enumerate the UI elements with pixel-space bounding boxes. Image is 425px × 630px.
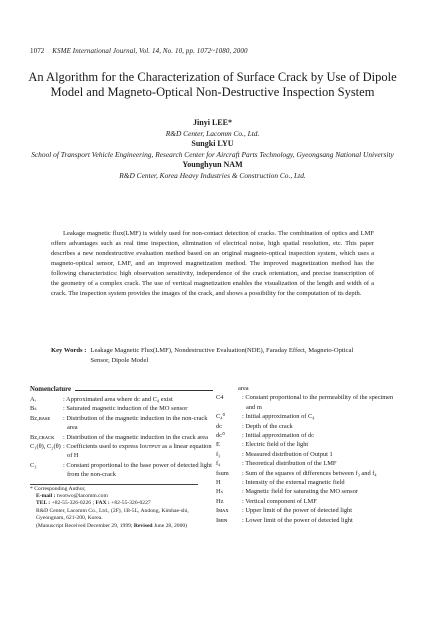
definition: : Saturated magnetic induction of the MO sensor bbox=[63, 405, 188, 413]
definition: : Theoretical distribution of the LMF bbox=[242, 460, 337, 468]
revised-date: June 28, 2000) bbox=[153, 522, 188, 529]
symbol: f₃ bbox=[216, 450, 221, 458]
symbol: C₃ bbox=[30, 461, 37, 469]
nomenclature-entry bbox=[216, 412, 396, 421]
tel-label: TEL : bbox=[36, 500, 51, 507]
definition: : Distribution of the magnetic induction in the crack area bbox=[63, 433, 208, 441]
nomenclature-right-column bbox=[216, 384, 396, 525]
definition: : Electric field of the light bbox=[242, 441, 309, 449]
symbol: Iᴍɪɴ bbox=[216, 516, 228, 524]
keywords-text: Leakage Magnetic Flux(LMF), Nondestructive Evaluation(NDE), Faraday Effect, Magneto-Optical Sensor, Dipole Model bbox=[90, 347, 354, 364]
journal-citation: KSME International Journal, Vol. 14, No. 10, pp. 1072~1080, 2000 bbox=[52, 47, 248, 55]
contact-line bbox=[30, 500, 198, 507]
symbol: Bᴢ,ᴄʀᴀᴄᴋ bbox=[30, 433, 55, 441]
definition: : Constant proportional to the base power of detected light from the non-crack bbox=[63, 461, 212, 479]
definition: : Initial approximation of C₄ bbox=[242, 413, 315, 421]
heading-rule bbox=[75, 390, 213, 391]
author-affiliation: School of Transport Vehicle Engineering, Research Center for Aircraft Parts Technology, Gyeongsang National University bbox=[31, 149, 394, 159]
symbol: Hₛ bbox=[216, 488, 223, 496]
symbol: Bₛ bbox=[30, 405, 37, 413]
nomenclature-entry bbox=[216, 431, 396, 440]
symbol: f₄ bbox=[216, 460, 221, 468]
definition: : Magnetic field for saturating the MO sensor bbox=[242, 488, 358, 496]
definition: : Depth of the crack bbox=[242, 422, 293, 430]
fax-label: FAX : bbox=[95, 500, 110, 507]
author-name: Jinyi LEE* bbox=[193, 118, 232, 127]
paper-title: An Algorithm for the Characterization of Surface Crack by Use of Dipole Model and Magneto-Optical Non-Destructive Inspection System bbox=[28, 70, 397, 99]
definition: : Distribution of the magnetic induction in the non-crack area bbox=[63, 414, 208, 432]
footnote bbox=[30, 484, 198, 530]
nomenclature-entry bbox=[216, 469, 396, 478]
definition: : Lower limit of the power of detected light bbox=[242, 516, 353, 524]
nomenclature-entry bbox=[216, 487, 396, 496]
received-date: December 29, 1999; bbox=[86, 522, 133, 529]
definition: : Upper limit of the power of detected light bbox=[242, 507, 353, 515]
nomenclature-entry bbox=[216, 516, 396, 525]
nomenclature-entry bbox=[216, 440, 396, 449]
author-affiliation: R&D Center, Korea Heavy Industries & Construction Co., Ltd. bbox=[119, 170, 306, 180]
email-label: E-mail : bbox=[36, 493, 56, 500]
symbol: Hᴢ bbox=[216, 497, 224, 505]
symbol: C₄⁰ bbox=[216, 413, 226, 421]
nomenclature-entry bbox=[30, 414, 213, 433]
nomenclature-entry bbox=[30, 433, 213, 442]
received-label: (Manuscript Received bbox=[36, 522, 86, 529]
nomenclature-entry bbox=[216, 422, 396, 431]
author-block bbox=[20, 118, 405, 182]
definition: : Intensity of the external magnetic field bbox=[242, 479, 345, 487]
tel-number: +82-55-326-0226 ; bbox=[51, 500, 95, 507]
symbol: dᴄ bbox=[216, 422, 223, 430]
nomenclature-entry bbox=[30, 461, 213, 480]
symbol: C4 bbox=[216, 394, 224, 402]
keywords bbox=[51, 346, 374, 366]
definition: : Coefficients used to express Iᴏᴜᴛᴘᴜᴛ as a linear equation of H bbox=[63, 443, 212, 460]
running-head bbox=[30, 47, 248, 55]
nomenclature-entry bbox=[30, 404, 213, 413]
definition: : Vertical component of LMF bbox=[242, 497, 317, 505]
email-address: twotwo@lacomm.com bbox=[56, 493, 108, 500]
symbol: Aᵢ bbox=[30, 396, 36, 403]
email-line bbox=[30, 493, 198, 500]
corresponding-author-note: * Corresponding Author, bbox=[30, 485, 86, 492]
nomenclature-entry bbox=[30, 395, 213, 404]
author-affiliation: R&D Center, Lacomm Co., Ltd. bbox=[165, 128, 260, 138]
definition: : Measured distribution of Output 1 bbox=[242, 450, 333, 458]
definition: : Sum of the squares of differences between f₃ and f₄ bbox=[242, 469, 377, 477]
definition: : Approximated area where dᴄ and C₄ exist bbox=[63, 396, 173, 403]
revised-label: Revised bbox=[133, 522, 153, 529]
address: R&D Center, Lacomm Co., Ltd., (2F), 1B-5L, Andong, Kimhae-shi, Gyeongnam, 621-200, Korea. bbox=[36, 507, 189, 522]
nomenclature-heading-text: Nomenclature bbox=[30, 386, 72, 394]
nomenclature-entry bbox=[216, 506, 396, 515]
symbol: E bbox=[216, 441, 220, 449]
author-name: Sungki LYU bbox=[191, 139, 234, 149]
keywords-label: Key Words : bbox=[51, 347, 87, 354]
nomenclature-entry bbox=[216, 497, 396, 506]
symbol: dᴄ⁰ bbox=[216, 432, 225, 440]
nomenclature-entry bbox=[30, 442, 213, 461]
symbol: C₁(θ), C₂(θ) bbox=[30, 443, 61, 451]
definition: : Constant proportional to the permeability of the specimen and m bbox=[242, 394, 394, 411]
nomenclature-entry bbox=[216, 459, 396, 468]
nomenclature-entry-continuation bbox=[216, 384, 396, 393]
fax-number: +82-55-326-0227 bbox=[111, 500, 151, 507]
manuscript-dates bbox=[30, 523, 198, 530]
nomenclature-entry bbox=[216, 393, 396, 412]
symbol: Bᴢ,ʙᴀsᴇ bbox=[30, 414, 51, 422]
symbol: fsum bbox=[216, 469, 229, 477]
author-name: Younghyun NAM bbox=[182, 160, 243, 170]
abstract: Leakage magnetic flux(LMF) is widely used for non-contact detection of cracks. The combination of optics and LMF offers advantages such as real time inspection, elimination of electrical noise, high spatial resolution, etc. This paper describes a new nondestructive evaluation method based on an original magneto-optical inspection system, which uses a magneto-optical sensor, LMF, and an improved magnetization method. The improved magnetization method has the following characteristics: high observation sensitivity, independence of the crack orientation, and precise transcription of the geometry of a complex crack. The use of vertical magnetization enables the visualization of the length and width of a crack. The inspection system provides the images of the crack, and shows a possibility for the computation of its depth. bbox=[51, 230, 374, 297]
definition: : Initial approximation of dᴄ bbox=[242, 432, 315, 440]
nomenclature-entry bbox=[216, 478, 396, 487]
symbol: Iᴍᴀx bbox=[216, 507, 229, 515]
symbol: H bbox=[216, 479, 221, 487]
nomenclature-left-column bbox=[30, 385, 213, 530]
page-number: 1072 bbox=[30, 47, 45, 55]
definition: area bbox=[238, 385, 249, 392]
nomenclature-heading bbox=[30, 385, 213, 395]
nomenclature-entry bbox=[216, 450, 396, 459]
